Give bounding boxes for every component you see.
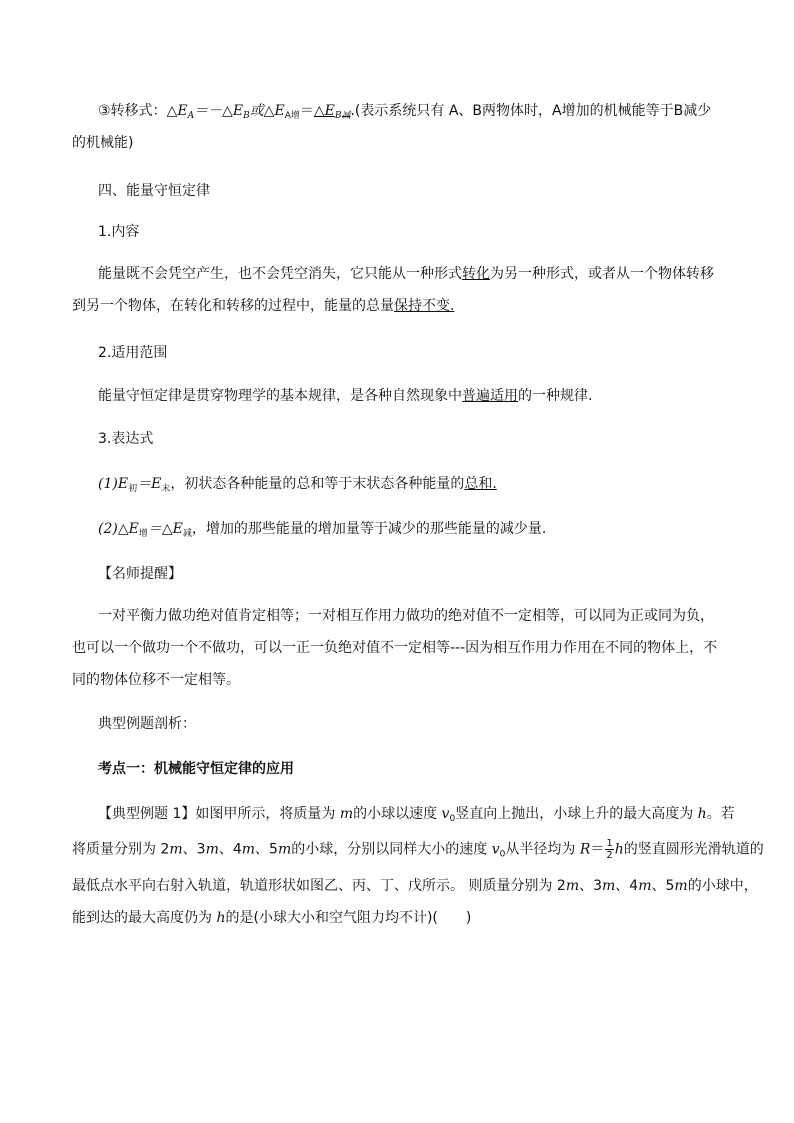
- teacher-tip-line1: 一对平衡力做功绝对值肯定相等；一对相互作用力做功的绝对值不一定相等，可以同为正或同为负，: [98, 608, 714, 624]
- fraction-one-half: [605, 838, 613, 861]
- key-point-1: 考点一：机械能守恒定律的应用: [98, 761, 294, 777]
- underlined-term: 转化: [462, 266, 490, 282]
- sub-b: B: [243, 111, 250, 121]
- delta-ea: △E: [166, 103, 188, 119]
- var-m: m: [241, 841, 256, 858]
- content-para-line1: [98, 264, 748, 284]
- text-span: 将质量分别为 2: [72, 841, 170, 858]
- text-span: 竖直向上抛出，小球上升的最大高度为: [455, 806, 698, 822]
- example-1-line4: [72, 908, 722, 928]
- content-heading: 1.内容: [98, 224, 140, 240]
- formula-sub: 初: [128, 484, 138, 494]
- transfer-explanation: .(表示系统只有 A、B两物体时，A增加的机械能等于B减少: [350, 103, 712, 119]
- formula-sub: 末: [161, 484, 171, 494]
- var-v0: v: [441, 806, 450, 822]
- teacher-tip-line2: 也可以一个做功一个不做功，可以一正一负绝对值不一定相等---因为相互作用力作用在不同的物体上，不: [72, 640, 718, 656]
- text-span: 、4: [615, 878, 639, 894]
- text-span: 的小球，分别以同样大小的速度: [291, 841, 492, 858]
- text-span: 能量守恒定律是贯穿物理学的基本规律，是各种自然现象中: [98, 388, 462, 404]
- var-v0: v: [491, 841, 500, 858]
- var-sub: 0: [449, 814, 456, 824]
- var-m: m: [638, 878, 652, 894]
- example-1-line3: [72, 876, 758, 896]
- text-span: 、4: [218, 841, 242, 858]
- text-span: 能量既不会凭空产生，也不会凭空消失，它只能从一种形式: [98, 266, 462, 282]
- var-sub: 0: [499, 849, 506, 860]
- expression-1: [98, 474, 748, 499]
- text-span: 、5: [255, 841, 278, 858]
- text-span: 最低点水平向右射入轨道，轨道形状如图乙、丙、丁、戊所示。 则质量分别为 2: [72, 878, 566, 894]
- formula-part: ＝E: [137, 476, 162, 492]
- example-1-line1: [98, 804, 748, 829]
- var-m: m: [602, 878, 616, 894]
- scope-para: [98, 386, 748, 406]
- text-span: 的小球以速度: [353, 806, 442, 822]
- minus-delta-eb: ＝－△E: [194, 103, 244, 119]
- text-span: 、5: [651, 878, 675, 894]
- underlined-term: 保持不变.: [394, 298, 455, 314]
- delta-eb-decrease: △E: [313, 103, 335, 119]
- var-m: m: [339, 806, 354, 822]
- formula-sub: 减: [182, 529, 192, 539]
- fraction-numerator: 1: [606, 838, 613, 849]
- text-span: 从半径均为: [505, 841, 580, 858]
- text-span: 的竖直圆形光滑轨道的: [623, 841, 764, 858]
- sub-a-increase: A增: [284, 111, 300, 121]
- sub-a: A: [187, 111, 195, 121]
- var-m: m: [169, 841, 183, 858]
- equals: ＝: [299, 103, 314, 119]
- formula-part: (1)E: [98, 476, 129, 492]
- underlined-term: 总和.: [464, 476, 497, 492]
- sub-b-decrease: B减: [334, 111, 351, 121]
- teacher-tip-heading: 【名师提醒】: [98, 566, 182, 582]
- text-span: ＝: [590, 841, 605, 858]
- examples-heading: 典型例题剖析：: [98, 716, 196, 732]
- formula-label: ③转移式：: [98, 103, 167, 119]
- var-h: h: [216, 910, 226, 926]
- formula-part: (2)△E: [98, 521, 139, 537]
- var-m: m: [674, 878, 688, 894]
- text-span: 为另一种形式，或者从一个物体转移: [490, 266, 714, 282]
- scope-heading: 2.适用范围: [98, 345, 168, 361]
- var-r: R: [579, 841, 591, 858]
- formula-part: ＝△E: [147, 521, 183, 537]
- var-m: m: [565, 878, 580, 894]
- var-m: m: [205, 841, 219, 858]
- or-delta-ea: 或△E: [249, 103, 285, 119]
- text-span: 的小球中，: [687, 878, 758, 894]
- text-span: 【典型例题 1】如图甲所示，将质量为: [98, 806, 340, 822]
- text-span: ，增加的那些能量的增加量等于减少的那些能量的减少量.: [191, 521, 547, 537]
- transfer-explanation-cont: 的机械能): [72, 135, 134, 151]
- text-span: 、3: [182, 841, 206, 858]
- section-heading-4: 四、能量守恒定律: [98, 183, 210, 199]
- text-span: 能到达的最大高度仍为: [72, 910, 217, 926]
- underlined-term: 普遍适用: [462, 388, 518, 404]
- text-span: 到另一个物体，在转化和转移的过程中，能量的总量: [72, 298, 394, 314]
- var-h: h: [697, 806, 707, 822]
- expression-heading: 3.表达式: [98, 431, 154, 447]
- var-m: m: [277, 841, 292, 858]
- formula-sub: 增: [138, 529, 148, 539]
- text-span: ，初状态各种能量的总和等于末状态各种能量的: [170, 476, 465, 492]
- content-para-line2: [72, 296, 722, 316]
- text-span: 。若: [706, 806, 735, 822]
- example-1-line2: [72, 838, 764, 865]
- teacher-tip-line3: 同的物体位移不一定相等。: [72, 672, 240, 688]
- expression-2: [98, 519, 748, 544]
- text-span: 的是(小球大小和空气阻力均不计)( ): [225, 910, 472, 926]
- var-h: h: [614, 841, 624, 858]
- fraction-denominator: 2: [606, 850, 613, 861]
- text-span: 的一种规律.: [518, 388, 593, 404]
- text-span: 、3: [579, 878, 603, 894]
- transfer-formula-line: [98, 101, 748, 126]
